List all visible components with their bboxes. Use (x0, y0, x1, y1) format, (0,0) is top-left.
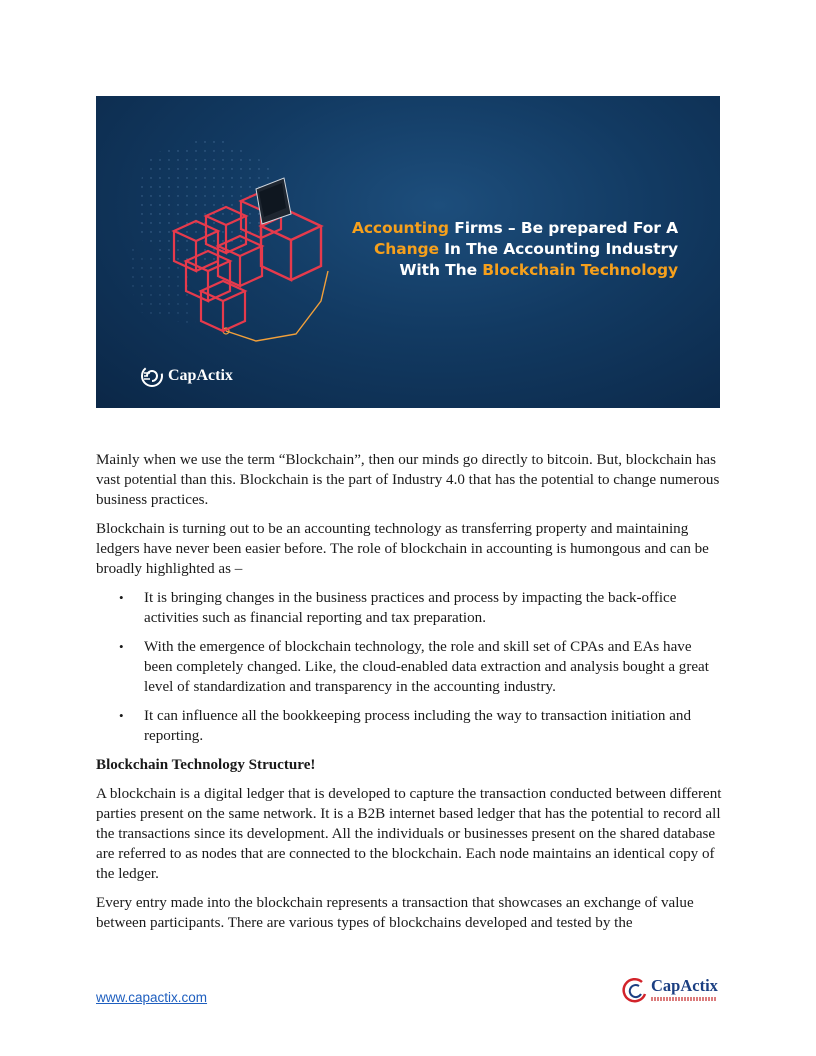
intro-paragraph: Mainly when we use the term “Blockchain”, then our minds go directly to bitcoin. But, blockchain has vast potential than this. Blockchain is the part of Industry 4.0 that has the potential to change numerous business practices. (96, 452, 720, 508)
headline-accent-blockchain: Blockchain Technology (482, 261, 678, 279)
website-link[interactable]: www.capactix.com (96, 990, 208, 1005)
headline-accent-accounting: Accounting (351, 219, 449, 237)
capactix-swirl-icon (622, 977, 648, 1003)
bullet-icon: • (119, 590, 124, 605)
list-item-text: It can influence all the bookkeeping process including the way to transaction initiation and reporting. (144, 708, 691, 744)
footer-logo-text: CapActix (651, 976, 718, 995)
bullet-icon: • (119, 639, 124, 654)
bullet-list (96, 588, 722, 746)
headline-line3: With The (399, 261, 483, 279)
banner-logo (140, 364, 233, 388)
banner-logo-text: CapActix (168, 367, 233, 384)
list-item-text: With the emergence of blockchain technology, the role and skill set of CPAs and EAs have been completely changed. Like, the cloud-enabled data extraction and analysis bought a great level of standardization and transparency in the accounting industry. (144, 639, 709, 695)
footer-logo-tagline (651, 997, 717, 1001)
capactix-swirl-icon (140, 364, 164, 388)
headline-line1: Firms – Be prepared For A (448, 219, 678, 237)
list-item-text: It is bringing changes in the business practices and process by impacting the back-office activities such as financial reporting and tax preparation. (144, 590, 677, 626)
entry-paragraph: Every entry made into the blockchain represents a transaction that showcases an exchange of value between participants. There are various types of blockchains developed and tested by the (96, 895, 694, 931)
bullet-icon: • (119, 708, 124, 723)
headline-accent-change: Change (374, 240, 439, 258)
headline-line2: In The Accounting Industry (438, 240, 678, 258)
footer-logo (622, 977, 718, 1003)
structure-paragraph: A blockchain is a digital ledger that is developed to capture the transaction conducted between different parties present on the same network. It is a B2B internet based ledger that has the potential to record all the transactions since its development. All the individuals or businesses present on the shared database are referred to as nodes that are connected to the blockchain. Each node maintains an identical copy of the ledger. (96, 786, 722, 882)
section-heading: Blockchain Technology Structure! (96, 757, 316, 773)
article-body (96, 450, 722, 942)
list-item (119, 588, 722, 628)
list-item (119, 637, 722, 697)
hero-banner (96, 96, 720, 408)
role-paragraph: Blockchain is turning out to be an accounting technology as transferring property and maintaining ledgers have never been easier before. The role of blockchain in accounting is humongous and can be broadly highlighted as – (96, 521, 709, 577)
banner-headline (352, 218, 678, 281)
list-item (119, 706, 722, 746)
